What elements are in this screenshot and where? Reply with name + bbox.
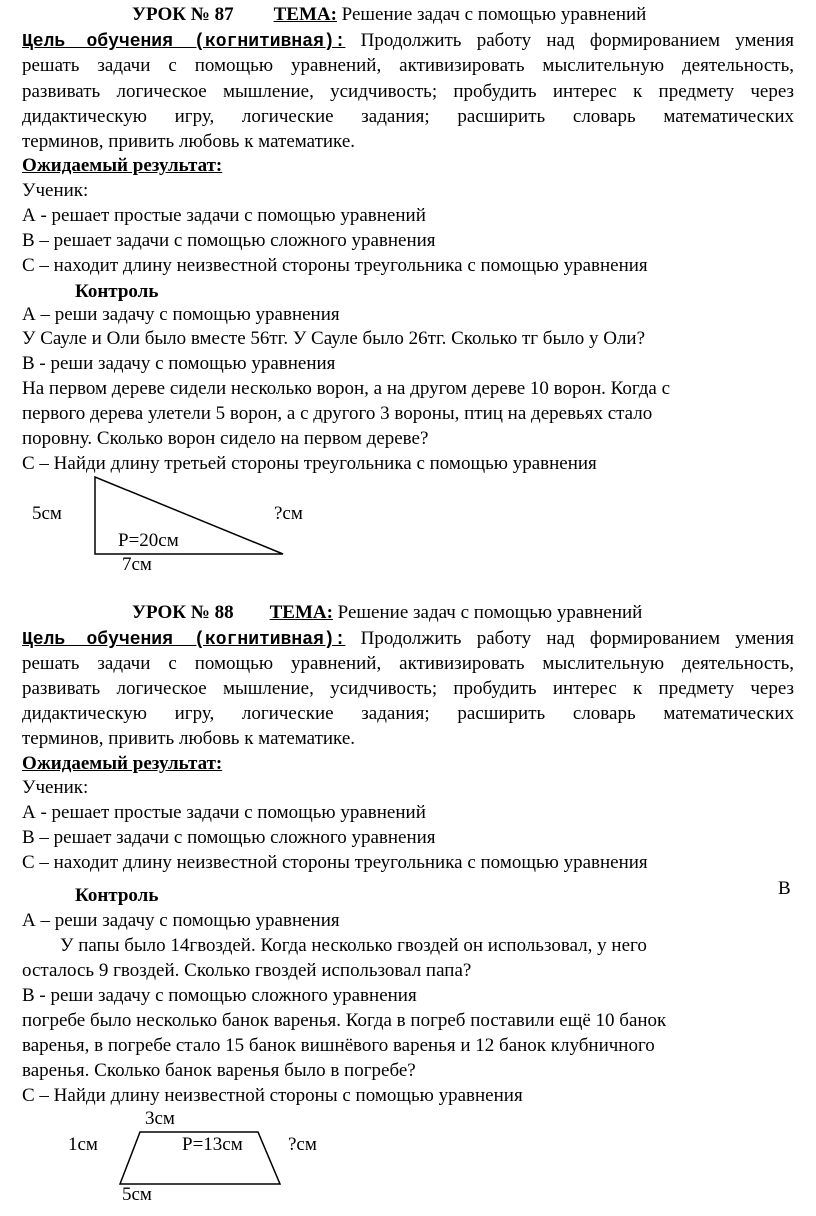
lesson87-goal-line3: развивать логическое мышление, усидчивость; пробудить интерес к предмету через: [22, 81, 794, 102]
lesson88-figure-perimeter: Р=13см: [182, 1134, 243, 1155]
lesson88-control-label: Контроль: [75, 885, 159, 906]
lesson88-figure-bottom-label: 5см: [122, 1184, 152, 1205]
lesson88-number: УРОК № 88: [132, 602, 234, 623]
lesson87-goal-line4: дидактическую игру, логические задания; расширить словарь математических: [22, 106, 794, 127]
lesson88-expected-c: С – находит длину неизвестной стороны треугольника с помощью уравнения: [22, 852, 648, 873]
lesson88-control-b-line2: варенья, в погребе стало 15 банок вишнёвого варенья и 12 банок клубничного: [22, 1035, 655, 1056]
lesson87-topic: Решение задач с помощью уравнений: [341, 4, 647, 25]
lesson87-control-c-task: С – Найди длину третьей стороны треугольника с помощью уравнения: [22, 453, 597, 474]
lesson88-control-a-line2: осталось 9 гвоздей. Сколько гвоздей использовал папа?: [22, 960, 472, 981]
lesson88-expected-a: А - решает простые задачи с помощью уравнений: [22, 802, 426, 823]
lesson87-number: УРОК № 87: [132, 4, 234, 25]
lesson88-figure-top-label: 3см: [145, 1108, 175, 1129]
lesson88-stray-letter: В: [778, 878, 791, 899]
lesson87-control-b-line2: первого дерева улетели 5 ворон, а с другого 3 вороны, птиц на деревьях стало: [22, 403, 653, 424]
lesson88-figure-left-label: 1см: [68, 1134, 98, 1155]
lesson87-goal-label: Цель обучения (когнитивная):: [22, 32, 346, 52]
lesson88-goal-line2: решать задачи с помощью уравнений, активизировать мыслительную деятельность,: [22, 653, 794, 674]
lesson87-figure-left-label: 5см: [32, 503, 62, 524]
lesson88-control-b-line3: варенья. Сколько банок варенья было в погребе?: [22, 1060, 416, 1081]
lesson87-goal-line5: терминов, привить любовь к математике.: [22, 131, 356, 152]
lesson87-control-b-task: В - реши задачу с помощью уравнения: [22, 353, 336, 374]
lesson88-expected-label: Ожидаемый результат:: [22, 753, 223, 774]
lesson87-figure-perimeter: Р=20см: [118, 530, 179, 551]
lesson87-topic-label: ТЕМА:: [273, 4, 337, 25]
lesson87-goal-text1: Продолжить работу над формированием умения: [360, 30, 794, 51]
lesson88-control-b-task: В - реши задачу с помощью сложного уравнения: [22, 985, 417, 1006]
lesson88-figure-right-label: ?см: [288, 1134, 317, 1155]
lesson87-control-b-line1: На первом дереве сидели несколько ворон, а на другом дереве 10 ворон. Когда с: [22, 378, 671, 399]
lesson87-control-b-line3: поровну. Сколько ворон сидело на первом дереве?: [22, 428, 429, 449]
lesson88-expected-b: В – решает задачи с помощью сложного уравнения: [22, 827, 436, 848]
lesson88-topic-label: ТЕМА:: [269, 602, 333, 623]
lesson87-control-a-text: У Сауле и Оли было вместе 56тг. У Сауле было 26тг. Сколько тг было у Оли?: [22, 328, 646, 349]
lesson88-goal-line4: дидактическую игру, логические задания; расширить словарь математических: [22, 703, 794, 724]
lesson87-control-label: Контроль: [75, 281, 159, 302]
lesson88-topic: Решение задач с помощью уравнений: [337, 602, 643, 623]
lesson87-figure-hyp-label: ?см: [274, 503, 303, 524]
lesson87-figure-bottom-label: 7см: [122, 554, 152, 575]
lesson88-control-b-line1: погребе было несколько банок варенья. Когда в погреб поставили ещё 10 банок: [22, 1010, 667, 1031]
lesson87-goal-line2: решать задачи с помощью уравнений, активизировать мыслительную деятельность,: [22, 55, 794, 76]
lesson87-control-a-task: А – реши задачу с помощью уравнения: [22, 304, 340, 325]
lesson88-student: Ученик:: [22, 777, 89, 798]
lesson87-expected-label: Ожидаемый результат:: [22, 155, 223, 176]
lesson87-expected-a: А - решает простые задачи с помощью уравнений: [22, 205, 426, 226]
lesson88-control-c-task: С – Найди длину неизвестной стороны с помощью уравнения: [22, 1085, 523, 1106]
lesson88-control-a-line1: У папы было 14гвоздей. Когда несколько гвоздей он использовал, у него: [60, 935, 647, 956]
lesson88-goal-line3: развивать логическое мышление, усидчивость; пробудить интерес к предмету через: [22, 678, 794, 699]
lesson88-goal-line5: терминов, привить любовь к математике.: [22, 728, 356, 749]
lesson87-expected-c: С – находит длину неизвестной стороны треугольника с помощью уравнения: [22, 255, 648, 276]
lesson87-expected-b: В – решает задачи с помощью сложного уравнения: [22, 230, 436, 251]
lesson88-goal-label: Цель обучения (когнитивная):: [22, 630, 346, 650]
lesson88-goal-text1: Продолжить работу над формированием умения: [360, 628, 794, 649]
lesson88-control-a-task: А – реши задачу с помощью уравнения: [22, 910, 340, 931]
lesson87-student: Ученик:: [22, 180, 89, 201]
